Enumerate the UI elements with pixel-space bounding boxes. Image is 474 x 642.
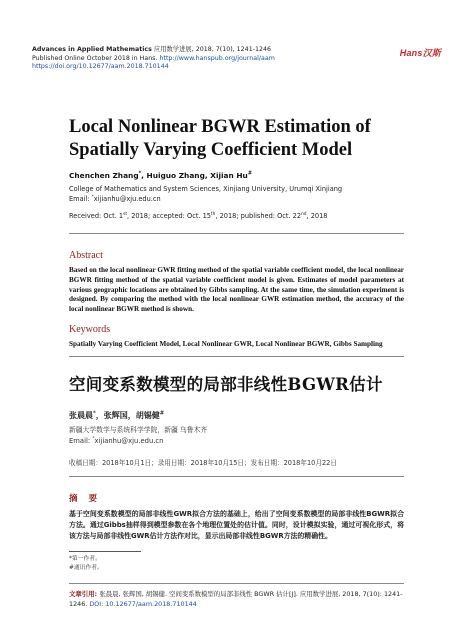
published-sup: nd: [301, 211, 307, 217]
citation-text: 张晨晨, 张辉国, 胡锡健. 空间变系数模型的局部非线性 BGWR 估计[J]. 应用数学进展, 2018, 7(10): 1241-1246.: [69, 590, 403, 608]
author-sep-1: ,: [141, 171, 147, 180]
accepted-date: , 2018; accepted: Oct. 15: [127, 212, 211, 220]
received-date: Received: Oct. 1: [69, 212, 124, 220]
author-2: Huiguo Zhang: [146, 171, 205, 180]
cn-author-3-mark: #: [159, 410, 165, 417]
divider: [69, 583, 404, 584]
footnote-first-author: *第一作者。: [69, 556, 101, 562]
cn-author-1: 张晨晨: [69, 410, 93, 420]
published-online: Published Online October 2018 in Hans.: [32, 54, 160, 62]
published-date: , 2018; published: Oct. 22: [215, 212, 302, 220]
citation-label: 文章引用:: [69, 590, 100, 598]
divider: [69, 233, 404, 234]
divider: [69, 356, 404, 357]
author-1-mark: *: [138, 171, 142, 177]
keywords-heading: Keywords: [69, 324, 111, 335]
accepted-sup: th: [210, 211, 216, 217]
citation: [69, 589, 405, 609]
journal-issue: 应用数学进展, 2018, 7(10), 1241-1246: [151, 46, 271, 53]
received-sup: st: [123, 211, 128, 217]
cn-abstract-text: 基于空间变系数模型的局部非线性GWR拟合方法的基础上，给出了空间变系数模型的局部非线性BGWR拟合方法。通过Gibbs抽样得到模型参数在各个地理位置处的估计值。同时，设计模拟实验，通过可视化形式，将该方法与局部非线性GWR估计方法作对比，显示出局部非线性BGWR方法的精确性。: [69, 510, 404, 540]
cn-email-label: Email:: [69, 437, 93, 445]
abstract-text: Based on the local nonlinear GWR fitting method of the spatial variable coefficient model, the local nonlinear BGWR fitting method of the spatial variable coefficient model is given. Estimates of model parameters at various geographic locations are obtained by Gibbs sampling. At the same time, the simulation experiment is designed. By comparing the method with the local nonlinear GWR estimation method, the accuracy of the local nonlinear BGWR method is shown.: [69, 266, 404, 314]
email-label: Email:: [69, 195, 92, 203]
email-address[interactable]: xijianhu@xju.edu.cn: [93, 195, 161, 203]
published-year: , 2018: [306, 212, 328, 220]
cn-title: 空间变系数模型的局部非线性BGWR估计: [69, 375, 383, 394]
paper-title: Local Nonlinear BGWR Estimation of Spatially Varying Coefficient Model: [69, 117, 371, 160]
keywords-text: Spatially Varying Coefficient Model, Local Nonlinear GWR, Local Nonlinear BGWR, Gibbs Sampling: [69, 340, 383, 348]
affiliation-block: [69, 184, 342, 204]
footnote-corresponding: #通讯作者。: [69, 565, 103, 571]
doi-link[interactable]: https://doi.org/10.12677/aam.2018.710144: [32, 63, 169, 71]
divider: [69, 476, 404, 477]
author-3: Xijian Hu: [210, 171, 248, 180]
footnote-rule: [69, 551, 141, 552]
author-list: [69, 171, 252, 180]
cn-affiliation-block: [69, 425, 207, 447]
author-sep-2: ,: [204, 171, 211, 180]
journal-name: Advances in Applied Mathematics: [32, 46, 152, 53]
cn-author-1-mark: *: [93, 410, 96, 417]
cn-email-mark: *: [92, 436, 95, 442]
journal-header: [32, 46, 275, 72]
dates-line: [69, 212, 327, 220]
cn-email-address[interactable]: xijianhu@xju.edu.cn: [94, 437, 164, 445]
cn-dates-line: 收稿日期：2018年10月1日；录用日期：2018年10月15日；发布日期：2018年10月22日: [69, 459, 337, 467]
cn-abstract-heading: 摘 要: [69, 494, 101, 504]
abstract-heading: Abstract: [69, 250, 103, 261]
journal-url-link[interactable]: http://www.hanspub.org/journal/aam: [159, 54, 275, 62]
email-mark: *: [91, 194, 94, 200]
cn-affiliation: 新疆大学数学与系统科学学院，新疆 乌鲁木齐: [69, 426, 208, 434]
hans-logo: Hans汉斯: [399, 48, 441, 58]
cn-author-rest: ，张辉国，胡锡健: [95, 410, 160, 420]
affiliation: College of Mathematics and System Sciences, Xinjiang University, Urumqi Xinjiang: [69, 185, 343, 193]
author-1: Chenchen Zhang: [69, 171, 139, 180]
citation-doi-link[interactable]: DOI: 10.12677/aam.2018.710144: [89, 600, 197, 608]
author-3-mark: #: [247, 171, 252, 177]
cn-author-list: [69, 410, 164, 421]
footnotes: [69, 555, 103, 573]
